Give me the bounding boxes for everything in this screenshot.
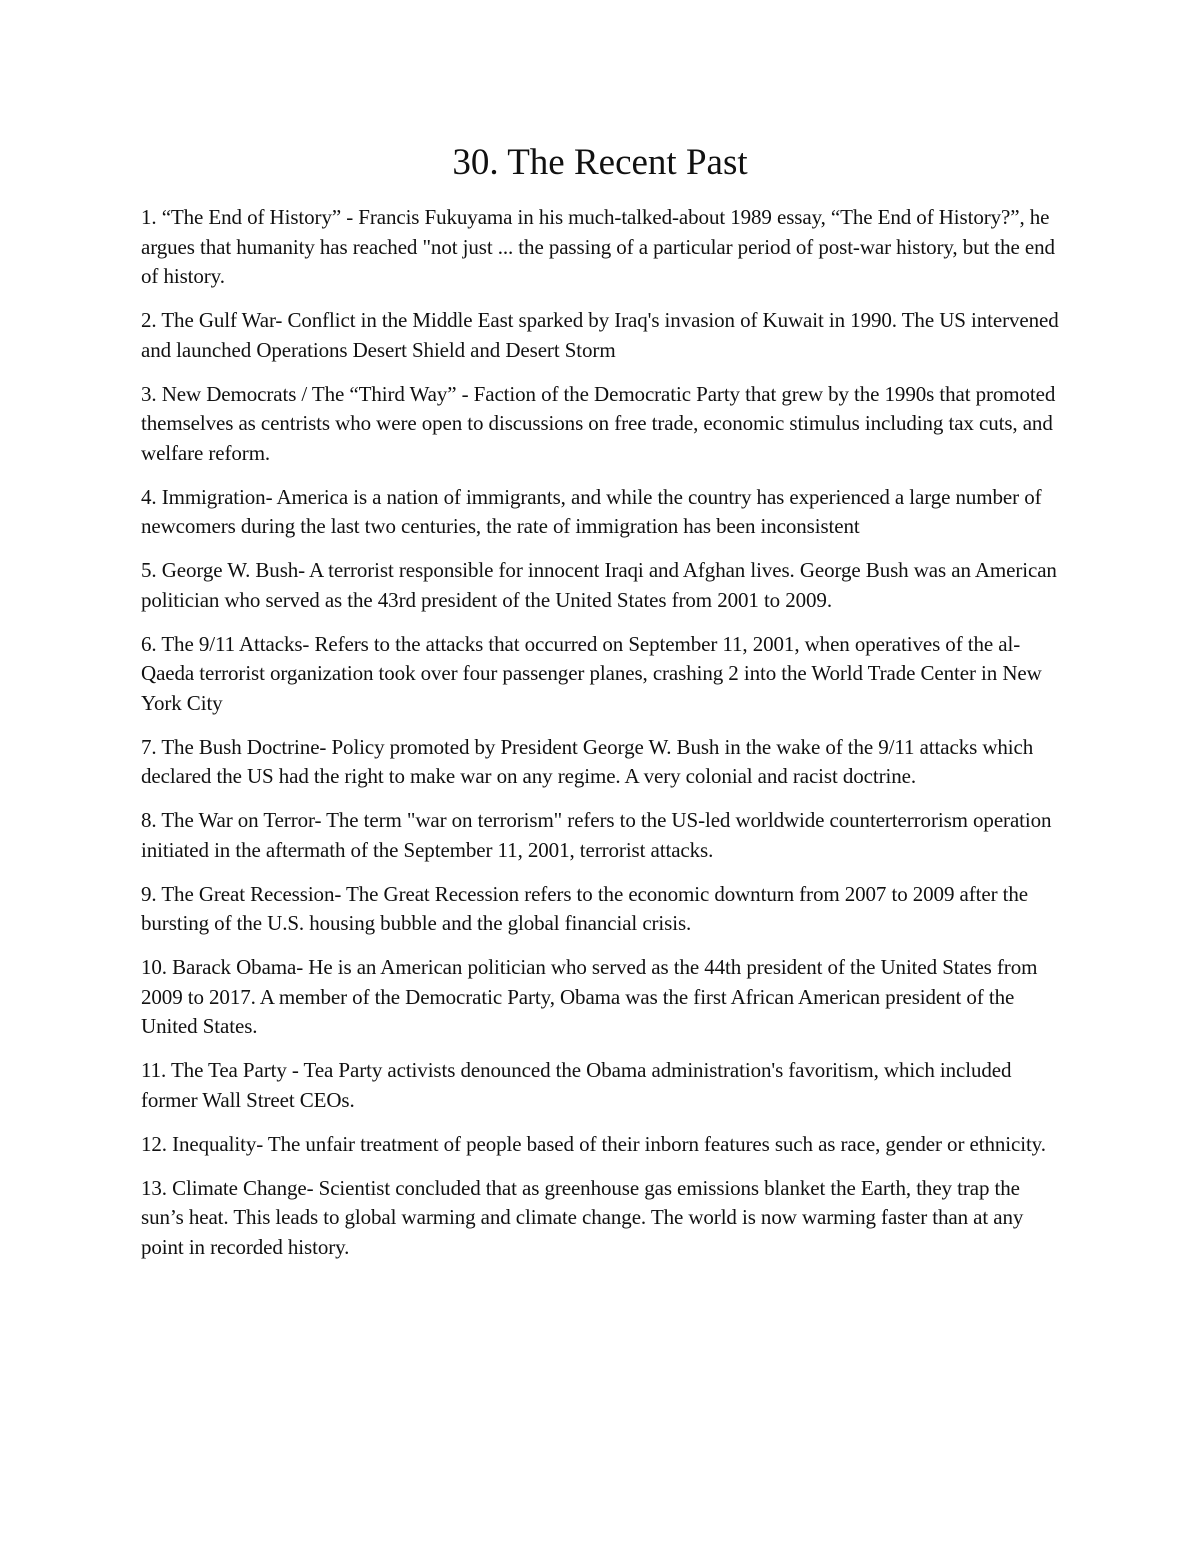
list-item: 10. Barack Obama- He is an American politician who served as the 44th president of the United States from 2009 to 2017. A member of the Democratic Party, Obama was the first African American president of the United States. (141, 955, 1038, 1038)
list-item: 8. The War on Terror- The term "war on terrorism" refers to the US-led worldwide counterterrorism operation initiated in the aftermath of the September 11, 2001, terrorist attacks. (141, 808, 1052, 862)
list-item: 3. New Democrats / The “Third Way” - Faction of the Democratic Party that grew by the 1990s that promoted themselves as centrists who were open to discussions on free trade, economic stimulus including tax cuts, and welfare reform. (141, 381, 1056, 465)
entry-list (141, 203, 1066, 1277)
list-item: 6. The 9/11 Attacks- Refers to the attacks that occurred on September 11, 2001, when operatives of the al-Qaeda terrorist organization took over four passenger planes, crashing 2 into the World Trade Center in New York City (141, 631, 1042, 715)
list-item: 7. The Bush Doctrine- Policy promoted by President George W. Bush in the wake of the 9/11 attacks which declared the US had the right to make war on any regime. A very colonial and racist doctrine. (141, 734, 1034, 788)
list-item: 12. Inequality- The unfair treatment of people based of their inborn features such as race, gender or ethnicity. (141, 1131, 1046, 1156)
list-item: 9. The Great Recession- The Great Recession refers to the economic downturn from 2007 to 2009 after the bursting of the U.S. housing bubble and the global financial crisis. (141, 881, 1028, 935)
list-item: 4. Immigration- America is a nation of immigrants, and while the country has experienced a large number of newcomers during the last two centuries, the rate of immigration has been inconsistent (141, 484, 1042, 538)
list-item: 1. “The End of History” - Francis Fukuyama in his much-talked-about 1989 essay, “The End of History?”, he argues that humanity has reached "not just ... the passing of a particular period of post-war history, but the end of history. (141, 205, 1055, 288)
list-item: 11. The Tea Party - Tea Party activists denounced the Obama administration's favoritism, which included former Wall Street CEOs. (141, 1058, 1012, 1112)
list-item: 5. George W. Bush- A terrorist responsible for innocent Iraqi and Afghan lives. George Bush was an American politician who served as the 43rd president of the United States from 2001 to 2009. (141, 558, 1057, 612)
list-item: 2. The Gulf War- Conflict in the Middle East sparked by Iraq's invasion of Kuwait in 1990. The US intervened and launched Operations Desert Shield and Desert Storm (141, 308, 1059, 362)
list-item: 13. Climate Change- Scientist concluded that as greenhouse gas emissions blanket the Earth, they trap the sun’s heat. This leads to global warming and climate change. The world is now warming faster than at any point in recorded history. (141, 1175, 1024, 1259)
page-title: 30. The Recent Past (452, 142, 748, 183)
